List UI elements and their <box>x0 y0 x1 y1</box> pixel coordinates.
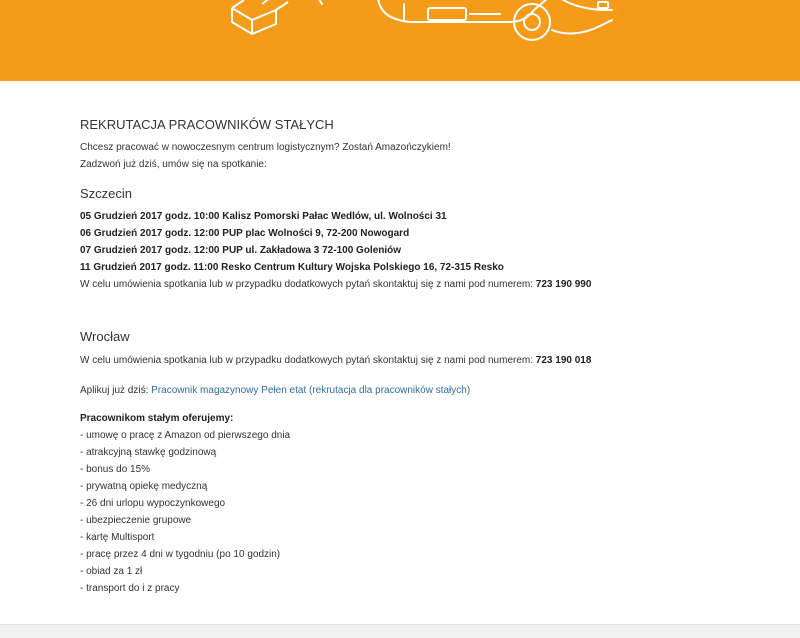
list-item: - pracę przez 4 dni w tygodniu (po 10 godzin) <box>80 549 281 560</box>
offer-title: Pracownikom stałym oferujemy: <box>80 413 234 424</box>
apply-label: Aplikuj już dziś: <box>80 385 152 396</box>
contact-line-szczecin <box>80 276 720 293</box>
hero-illustration <box>0 0 800 81</box>
contact-text: W celu umówienia spotkania lub w przypadku dodatkowych pytań skontaktuj się z nami pod numerem: <box>80 279 536 290</box>
list-item: - prywatną opiekę medyczną <box>80 481 208 492</box>
list-item: - kartę Multisport <box>80 532 155 543</box>
page-title: REKRUTACJA PRACOWNIKÓW STAŁYCH <box>80 117 334 132</box>
recruitment-article <box>80 117 720 597</box>
meeting-line: 05 Grudzień 2017 godz. 10:00 Kalisz Pomorski Pałac Wedlów, ul. Wolności 31 <box>80 211 447 222</box>
apply-line <box>80 382 720 399</box>
box-icon <box>232 0 288 34</box>
contact-text: W celu umówienia spotkania lub w przypadku dodatkowych pytań skontaktuj się z nami pod numerem: <box>80 355 536 366</box>
city-heading-szczecin: Szczecin <box>80 186 133 201</box>
meeting-line: 07 Grudzień 2017 godz. 12:00 PUP ul. Zakładowa 3 72-100 Goleniów <box>80 245 402 256</box>
delivery-van-icon <box>318 0 612 40</box>
meeting-line: 11 Grudzień 2017 godz. 11:00 Resko Centrum Kultury Wojska Polskiego 16, 72-315 Resko <box>80 262 504 273</box>
list-item: - 26 dni urlopu wypoczynkowego <box>80 498 226 509</box>
phone-number: 723 190 018 <box>535 355 592 366</box>
intro-line-2: Zadzwoń już dziś, umów się na spotkanie: <box>80 159 267 170</box>
list-item: - umowę o pracę z Amazon od pierwszego dnia <box>80 430 291 441</box>
list-item: - bonus do 15% <box>80 464 151 475</box>
list-item: - transport do i z pracy <box>80 583 180 594</box>
city-heading-wroclaw: Wrocław <box>80 329 130 344</box>
hero-banner <box>0 0 800 81</box>
intro-line-1: Chcesz pracować w nowoczesnym centrum logistycznym? Zostań Amazończykiem! <box>80 142 451 153</box>
meeting-line: 06 Grudzień 2017 godz. 12:00 PUP plac Wolności 9, 72-200 Nowogard <box>80 228 410 239</box>
contact-line-wroclaw <box>80 352 720 369</box>
offer-list <box>80 427 720 597</box>
list-item: - ubezpieczenie grupowe <box>80 515 192 526</box>
list-item: - obiad za 1 zł <box>80 566 143 577</box>
list-item: - atrakcyjną stawkę godzinową <box>80 447 217 458</box>
apply-job-link[interactable]: Pracownik magazynowy Pełen etat (rekrutacja dla pracowników stałych) <box>151 385 471 396</box>
phone-number: 723 190 990 <box>535 279 592 290</box>
footer-bar <box>0 624 800 638</box>
